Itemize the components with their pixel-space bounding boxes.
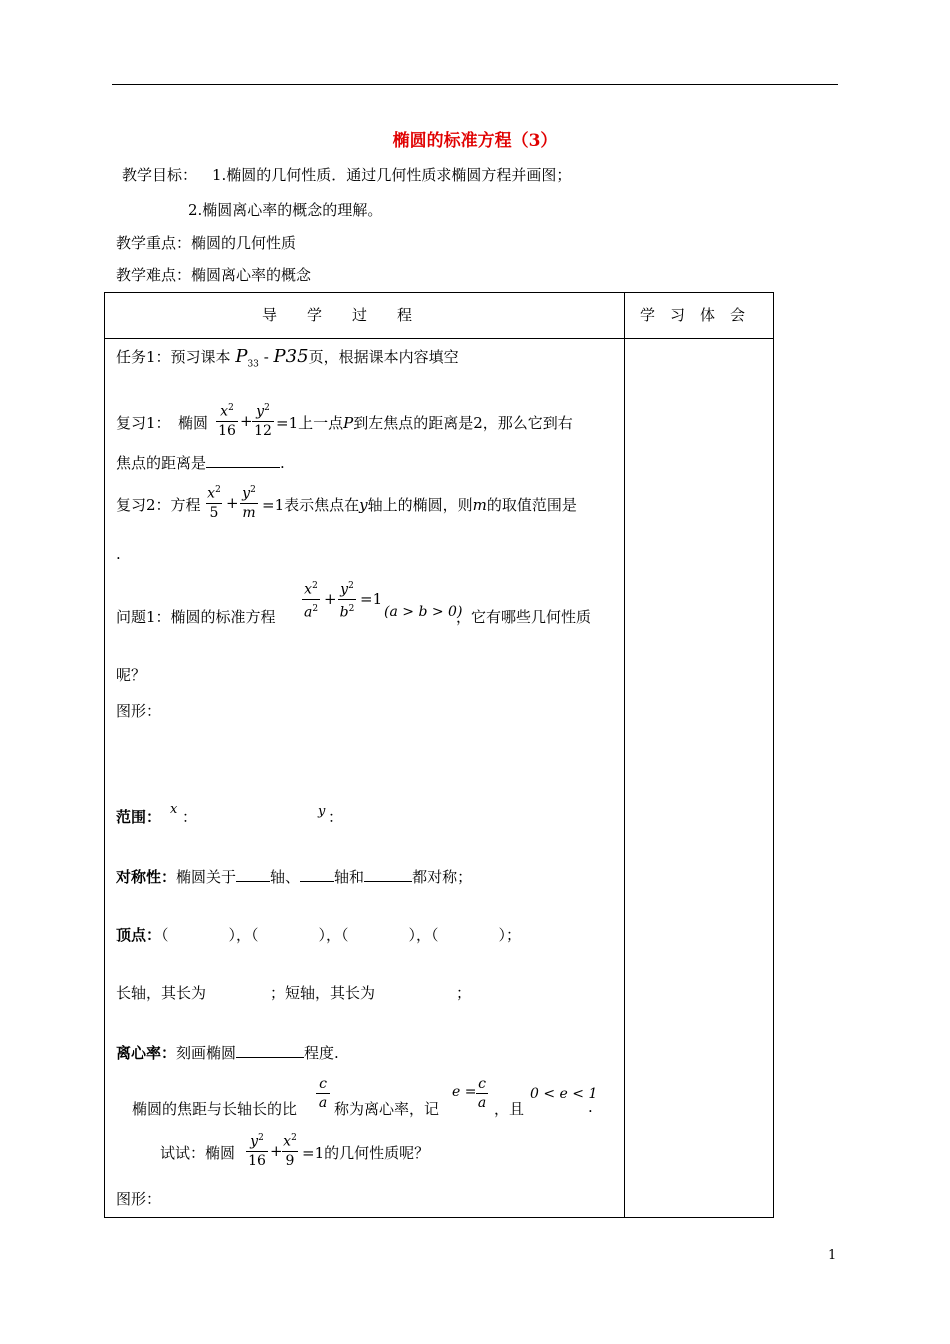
plus-sign: + xyxy=(270,1142,283,1160)
review-2-text: =1表示焦点在y轴上的椭圆，则m的取值范围是 xyxy=(262,496,577,514)
try-prefix: 试试：椭圆 xyxy=(160,1144,236,1162)
eccentricity-formula-fraction: c a xyxy=(477,1076,487,1111)
page-title: 椭圆的标准方程（3） xyxy=(392,131,558,151)
eccentricity-def-a: 椭圆的焦距与长轴长的比 xyxy=(132,1100,298,1118)
figure-label-2: 图形： xyxy=(116,1190,162,1208)
eccentricity-end: . xyxy=(588,1098,593,1116)
plus-sign: + xyxy=(324,590,337,608)
try-rest: =1的几何性质呢？ xyxy=(302,1144,430,1162)
task-1-prefix: 任务1：预习课本 xyxy=(116,348,231,366)
difficulty: 教学难点：椭圆离心率的概念 xyxy=(116,266,312,284)
task-1-page-end: P35 xyxy=(273,346,309,367)
answer-blank xyxy=(206,453,280,468)
review-1-text: =1上一点P到左焦点的距离是2，那么它到右 xyxy=(276,414,573,432)
header-rule xyxy=(112,84,838,85)
objective-1: 1.椭圆的几何性质．通过几何性质求椭圆方程并画图； xyxy=(212,166,572,184)
review-2-fraction-y: $y^2$ m xyxy=(240,482,258,521)
question-1-condition: (a > b > 0) xyxy=(384,604,463,620)
eccentricity-def-b: 称为离心率，记 xyxy=(334,1100,440,1118)
column-header-process: 导 学 过 程 xyxy=(262,306,413,324)
objectives-label: 教学目标： xyxy=(122,166,198,184)
review-1-line2: 焦点的距离是 . xyxy=(116,454,285,472)
question-1-eq: =1 xyxy=(360,590,383,608)
page-number: 1 xyxy=(828,1248,837,1263)
range-x: x xyxy=(170,802,178,817)
review-1-prefix: 复习1： 椭圆 xyxy=(116,414,209,432)
eccentricity-e: e = xyxy=(452,1084,477,1100)
axes-short: ；短轴，其长为 xyxy=(270,984,376,1002)
eccentricity-row: 离心率：刻画椭圆 程度. xyxy=(116,1044,339,1062)
column-header-notes: 学 习 体 会 xyxy=(640,306,746,324)
range-row: 范围： xyxy=(116,808,162,826)
axes-end: ； xyxy=(456,984,472,1002)
try-fraction-y: $y^2$ 16 xyxy=(246,1130,268,1169)
question-1-fraction-y: $y^2$ $b^2$ xyxy=(339,581,355,621)
question-1-rest: ，它有哪些几何性质 xyxy=(456,608,592,626)
task-1-dash: - xyxy=(263,348,269,366)
review-1-fraction-y: $y^2$ 12 xyxy=(252,400,274,439)
range-y-colon: ： xyxy=(328,808,344,826)
plus-sign: + xyxy=(226,494,239,512)
key-point: 教学重点：椭圆的几何性质 xyxy=(116,234,297,252)
range-y: y xyxy=(318,804,326,819)
table-column-divider xyxy=(624,292,625,1218)
review-1-fraction-x: $x^2$ 16 xyxy=(216,400,238,439)
eccentricity-ratio-fraction: c a xyxy=(316,1076,330,1111)
plus-sign: + xyxy=(240,412,253,430)
range-x-colon: ： xyxy=(182,808,198,826)
review-2-prefix: 复习2：方程 xyxy=(116,496,201,514)
eccentricity-range: 0 < e < 1 xyxy=(530,1086,598,1102)
review-2-fraction-x: $x^2$ 5 xyxy=(207,485,221,521)
try-fraction-x: $x^2$ 9 xyxy=(283,1133,297,1169)
eccentricity-def-c: ，且 xyxy=(494,1100,525,1118)
question-1-line2: 呢？ xyxy=(116,666,147,684)
figure-label-1: 图形： xyxy=(116,702,162,720)
objective-2: 2.椭圆离心率的概念的理解。 xyxy=(188,201,383,219)
task-1 xyxy=(116,346,459,370)
symmetry-row: 对称性：椭圆关于 轴、 轴和 都对称； xyxy=(116,868,473,886)
task-1-suffix: 页，根据课本内容填空 xyxy=(308,348,459,366)
axes-long: 长轴，其长为 xyxy=(116,984,207,1002)
question-1-prefix: 问题1：椭圆的标准方程 xyxy=(116,608,276,626)
table-header-divider xyxy=(104,338,774,339)
vertices-row: 顶点：（ ），（ ），（ ），（ ）； xyxy=(116,926,522,944)
question-1-fraction-x: $x^2$ $a^2$ xyxy=(303,581,319,621)
review-2-dot: . xyxy=(116,545,121,563)
task-1-page-start: $P_{33}$ xyxy=(235,346,259,370)
